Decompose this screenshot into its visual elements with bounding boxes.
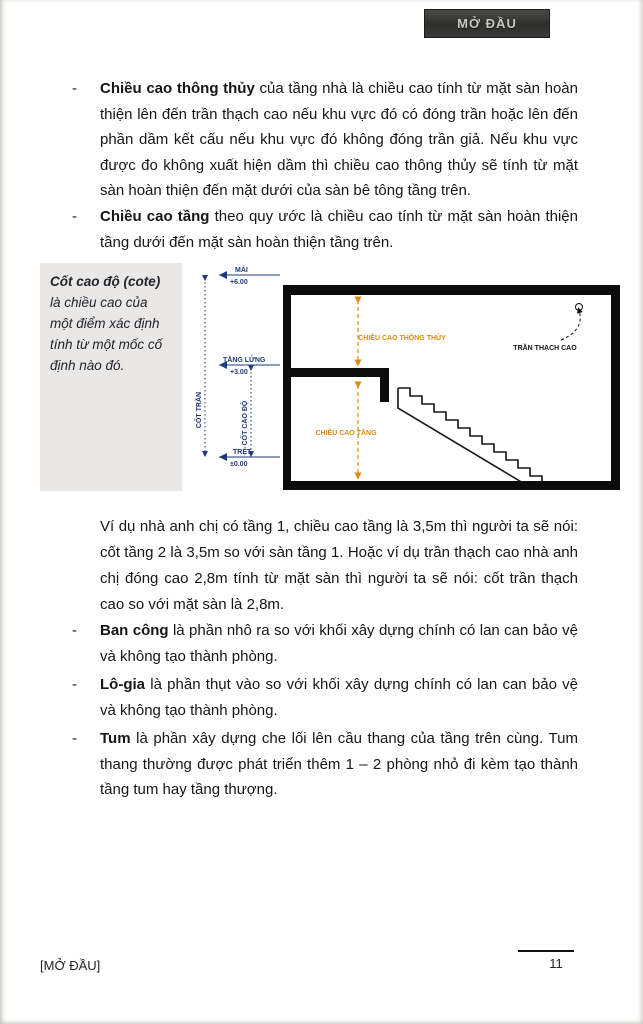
chapter-header-label: MỞ ĐẦU	[457, 16, 517, 31]
bullet-text	[100, 726, 578, 803]
staircase	[398, 388, 542, 486]
bullet-text	[100, 618, 578, 669]
chapter-header-badge	[424, 9, 550, 38]
level-value-tang-lung: +3.00	[230, 369, 248, 376]
bullet-text	[100, 204, 578, 255]
footer-chapter-label: [MỞ ĐẦU]	[40, 958, 101, 973]
term: Chiều cao thông thủy	[100, 80, 255, 97]
definition: theo quy ước là chiều cao tính từ mặt sàn hoàn thiện tầng dưới đến mặt sàn hoàn thiện tầng trên.	[100, 208, 578, 251]
definition: là phần nhô ra so với khối xây dựng chính có lan can bảo vệ và không tạo thành phòng.	[100, 622, 579, 665]
bullet-dash: -	[72, 730, 77, 747]
page-number: 11	[549, 956, 563, 971]
sidebar-note-cot-cao-do	[40, 263, 182, 491]
cot-tran-label: CỐT TRẦN	[196, 391, 203, 429]
thong-thuy-label: CHIỀU CAO THÔNG THỦY	[358, 335, 446, 342]
term: Tum	[100, 730, 131, 747]
level-label-tang-lung: TẦNG LỬNG	[223, 357, 266, 364]
level-label-tret: TRỆT	[233, 449, 252, 456]
chieu-cao-tang-label: CHIỀU CAO TẦNG	[315, 430, 377, 437]
level-lines	[219, 275, 280, 457]
bullet-dash: -	[72, 622, 77, 639]
bullet-chieu-cao-tang	[72, 204, 578, 255]
level-arrows	[219, 271, 227, 461]
section-height-diagram	[183, 260, 628, 508]
bullet-lo-gia	[72, 672, 578, 723]
tran-thach-cao-label: TRẦN THẠCH CAO	[513, 345, 577, 352]
level-value-tret: ±0.00	[230, 461, 248, 468]
definition: là phần thụt vào so với khối xây dựng chính có lan can bảo vệ và không tạo thành phòng.	[100, 676, 578, 719]
bullet-dash: -	[72, 80, 77, 97]
bullet-tum	[72, 726, 578, 803]
ceiling-marker-icon	[576, 304, 583, 311]
level-value-mai: +6.00	[230, 279, 248, 286]
bullet-dash: -	[72, 208, 77, 225]
note-body: là chiều cao của một điểm xác định tính từ một mốc cố định nào đó.	[50, 295, 163, 373]
definition: của tầng nhà là chiều cao tính từ mặt sàn hoàn thiện lên đến trần thạch cao nếu khu vực đó có đóng trần hoặc lên đến phần dầm kết cấu nếu khu vực đó không đóng trần giả. Nếu khu vực được đo không xuất hiện dầm thì chiều cao thông thủy sẽ tính từ mặt sàn hoàn thiện đến mặt dưới của sàn bê tông tầng trên.	[100, 80, 578, 199]
page-number-rule	[518, 950, 574, 952]
cot-cao-do-label: CỐT CAO ĐỘ	[242, 400, 249, 446]
example-paragraph: Ví dụ nhà anh chị có tầng 1, chiều cao tầng là 3,5m thì người ta sẽ nói: cốt tầng 2 là 3,5m so với sàn tầng 1. Hoặc ví dụ trần thạch cao nhà anh chị đóng cao 2,8m tính từ mặt sàn thì người ta sẽ nói: cốt trần thạch cao so với mặt sàn là 2,8m.	[100, 518, 578, 613]
mezzanine-slab	[291, 368, 389, 377]
note-title: Cốt cao độ (cote)	[50, 274, 161, 289]
term: Lô-gia	[100, 676, 145, 693]
building-outline	[283, 285, 620, 490]
term: Ban công	[100, 622, 169, 639]
term: Chiều cao tầng	[100, 208, 210, 225]
bullet-dash: -	[72, 676, 77, 693]
mezzanine-stub	[380, 368, 389, 402]
house-section-drawing	[183, 260, 628, 508]
bullet-ban-cong	[72, 618, 578, 669]
bullet-text	[100, 76, 578, 204]
definition: là phần xây dựng che lối lên cầu thang của tầng trên cùng. Tum thang thường được phát triển thêm 1 – 2 phòng nhỏ đi kèm tạo thành tầng tum hay tầng thượng.	[100, 730, 578, 798]
bullet-text	[100, 672, 578, 723]
bullet-chieu-cao-thong-thuy	[72, 76, 578, 204]
level-label-mai: MÁI	[235, 267, 248, 274]
tran-thach-cao-pointer-arrow	[561, 310, 580, 340]
